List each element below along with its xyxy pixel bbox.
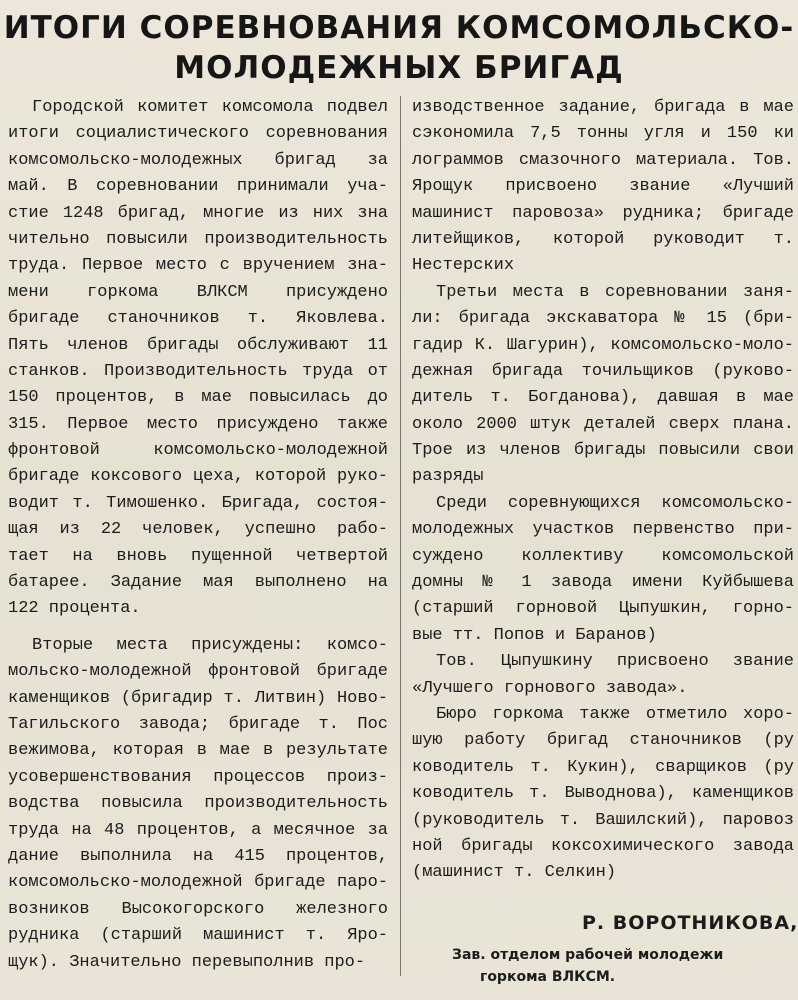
text-line: суждено коллективу комсомольской: [412, 546, 794, 566]
text-line: вежимова, которая в мае в результате: [8, 741, 388, 761]
text-line: бригаде коксового цеха, которой руко-: [8, 467, 388, 487]
text-line: Городской комитет комсомола подвел: [32, 98, 388, 117]
text-line: водит т. Тимошенко. Бригада, состоя-: [8, 493, 388, 513]
author-name: Р. ВОРОТНИКОВА,: [582, 912, 798, 934]
text-line: ли: бригада экскаватора № 15 (бри-: [412, 309, 794, 329]
text-line: труда на 48 процентов, а месячное за: [8, 820, 388, 840]
text-line: шую работу бригад станочников (ру: [412, 731, 794, 751]
text-line: щук). Значительно перевыполнив про-: [8, 952, 366, 972]
text-line: батарее. Задание мая выполнено на: [8, 573, 388, 593]
text-line: (старший горновой Цыпушкин, горно-: [412, 599, 794, 619]
text-line: возников Высокогорского железного: [8, 899, 388, 919]
text-line: домны № 1 завода имени Куйбышева: [412, 573, 794, 593]
text-line: тает на вновь пущенной четвертой: [8, 546, 388, 566]
text-line: Трое из членов бригады повысили свои: [412, 441, 794, 461]
text-line: мольско-молодежной фронтовой бригаде: [8, 662, 388, 682]
article-headline: [0, 8, 798, 88]
text-line: Вторые места присуждены: комсо-: [32, 635, 388, 655]
paragraph-gap: [8, 623, 388, 633]
text-line: комсомольско-молодежной бригаде паро-: [8, 873, 388, 893]
text-line: «Лучшего горнового завода».: [412, 678, 688, 698]
right-column: [412, 95, 794, 887]
text-line: сэкономила 7,5 тонны угля и 150 ки: [412, 124, 794, 144]
author-position-line-2: горкома ВЛКСМ.: [480, 969, 616, 985]
text-line: май. В соревновании принимали уча-: [8, 177, 388, 197]
text-line: чительно повысили производительность: [8, 229, 388, 249]
text-line: 150 процентов, в мае повысилась до: [8, 388, 388, 408]
text-line: Бюро горкома также отметило хоро-: [436, 704, 794, 724]
text-line: ководитель т. Кукин), сварщиков (ру: [412, 757, 794, 777]
text-line: итоги социалистического соревнования: [8, 124, 388, 144]
text-line: молодежных участков первенство при-: [412, 520, 794, 540]
text-line: ной бригады коксохимического завода: [412, 836, 794, 856]
text-line: Тагильского завода; бригаде т. Пос: [8, 714, 388, 734]
author-position: [452, 944, 792, 988]
text-line: (машинист т. Селкин): [412, 863, 617, 883]
headline-line-2: МОЛОДЕЖНЫХ БРИГАД: [174, 50, 624, 86]
text-line: дитель т. Богданова), давшая в мае: [412, 388, 794, 408]
text-line: комсомольско-молодежных бригад за: [8, 150, 388, 170]
text-line: Среди соревнующихся комсомольско-: [436, 493, 794, 513]
text-line: (руководитель т. Вашилский), паровоз: [412, 810, 794, 830]
text-line: Пять членов бригады обслуживают 11: [8, 335, 388, 355]
text-line: около 2000 штук деталей сверх плана.: [412, 414, 794, 434]
column-divider: [400, 96, 401, 976]
text-line: Ярощук присвоено звание «Лучший: [412, 177, 794, 197]
text-line: бригаде станочников т. Яковлева.: [8, 309, 388, 329]
text-line: Нестерских: [412, 256, 515, 276]
text-line: гадир К. Шагурин), комсомольско-моло-: [412, 335, 794, 355]
author-position-line-1: Зав. отделом рабочей молодежи: [452, 947, 724, 963]
text-line: стие 1248 бригад, многие из них зна: [8, 203, 388, 223]
text-line: водства повысила производительность: [8, 794, 388, 814]
text-line: 315. Первое место присуждено также: [8, 414, 388, 434]
text-line: литейщиков, которой руководит т.: [412, 229, 794, 249]
text-line: 122 процента.: [8, 599, 141, 619]
text-line: лограммов смазочного материала. Тов.: [412, 150, 794, 170]
text-line: Тов. Цыпушкину присвоено звание: [436, 652, 794, 672]
headline-line-1: ИТОГИ СОРЕВНОВАНИЯ КОМСОМОЛЬСКО-: [3, 10, 795, 46]
text-line: дежная бригада точильщиков (руково-: [412, 361, 794, 381]
text-line: щая из 22 человек, успешно рабо-: [8, 520, 388, 540]
text-line: машинист паровоза» рудника; бригаде: [412, 203, 794, 223]
text-line: станков. Производительность труда от: [8, 361, 388, 381]
text-line: усовершенствования процессов произ-: [8, 767, 388, 787]
text-line: разряды: [412, 467, 484, 487]
text-line: ководитель т. Выводнова), каменщиков: [412, 784, 794, 804]
text-line: каменщиков (бригадир т. Литвин) Ново-: [8, 688, 388, 708]
text-line: мени горкома ВЛКСМ присуждено: [8, 282, 388, 302]
left-column: [8, 95, 388, 976]
text-line: изводственное задание, бригада в мае: [412, 98, 794, 117]
text-line: рудника (старший машинист т. Яро-: [8, 926, 388, 946]
text-line: дание выполнила на 415 процентов,: [8, 846, 388, 866]
text-line: Третьи места в соревновании заня-: [436, 282, 794, 302]
text-line: фронтовой комсомольско-молодежной: [8, 441, 388, 461]
text-line: вые тт. Попов и Баранов): [412, 625, 657, 645]
text-line: труда. Первое место с вручением зна-: [8, 256, 388, 276]
